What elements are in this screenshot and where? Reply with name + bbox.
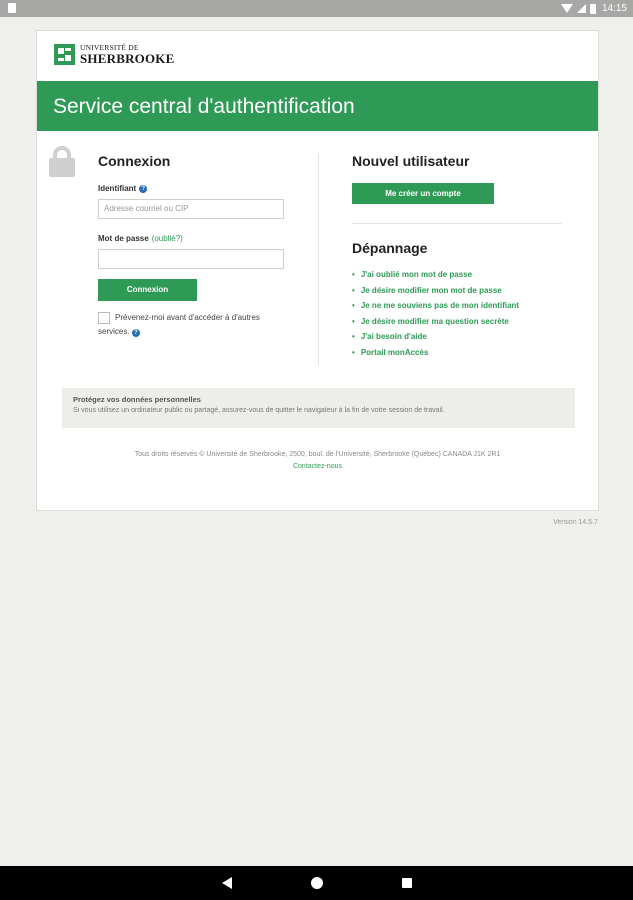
home-icon[interactable]	[311, 877, 323, 889]
lock-icon	[49, 146, 75, 176]
warn-checkbox[interactable]	[98, 312, 110, 324]
new-user-heading: Nouvel utilisateur	[352, 153, 470, 169]
back-icon[interactable]	[222, 877, 232, 889]
forgot-password-link[interactable]: (oublié?)	[151, 234, 183, 243]
privacy-text: Si vous utilisez un ordinateur public ou partagé, assurez-vous de quitter le navigateur à la fin de votre session de travail.	[73, 407, 445, 414]
university-logo[interactable]	[54, 44, 174, 65]
signal-icon	[577, 4, 586, 13]
sd-card-icon	[8, 3, 16, 13]
recent-apps-icon[interactable]	[402, 878, 412, 888]
identifier-label-row	[98, 184, 288, 193]
privacy-title: Protégez vos données personnelles	[73, 395, 201, 404]
trouble-links	[352, 267, 562, 361]
section-divider	[352, 223, 562, 224]
footer-copyright: Tous droits réservés © Université de Sherbrooke, 2500, boul. de l'Université, Sherbrooke (Québec) CANADA J1K 2R1	[134, 451, 501, 458]
page-title: Service central d'authentification	[53, 95, 355, 118]
footer	[37, 449, 598, 473]
logo-line1: UNIVERSITÉ DE	[80, 43, 139, 53]
identifier-input[interactable]: Adresse courriel ou CIP	[98, 199, 284, 219]
navigation-bar	[0, 866, 633, 900]
wifi-icon	[561, 4, 573, 13]
privacy-notice	[62, 388, 575, 428]
password-input[interactable]	[98, 249, 284, 269]
logo-line2: SHERBROOKE	[80, 50, 175, 66]
trouble-link-help[interactable]: • J'ai besoin d'aide	[352, 329, 562, 345]
status-icons	[561, 2, 627, 15]
trouble-link-portal[interactable]: • Portail monAccès	[352, 345, 562, 361]
version-label: Version 14.5.7	[553, 519, 598, 526]
column-divider	[318, 153, 319, 365]
trouble-link-secret-question[interactable]: • Je désire modifier ma question secrète	[352, 314, 562, 330]
contact-link[interactable]: Contactez-nous	[292, 463, 343, 470]
trouble-link-forgot-password[interactable]: • J'ai oublié mon mot de passe	[352, 267, 562, 283]
login-button[interactable]: Connexion	[98, 279, 197, 301]
battery-icon	[590, 4, 596, 14]
help-icon[interactable]: ?	[132, 329, 140, 337]
warn-checkbox-label[interactable]: Prévenez-moi avant d'accéder à d'autres services.	[98, 313, 260, 336]
password-label-row	[98, 234, 288, 243]
login-card	[36, 30, 599, 511]
status-bar	[0, 0, 633, 17]
login-form	[98, 153, 288, 339]
status-time: 14:15	[601, 3, 627, 14]
password-label: Mot de passe	[98, 234, 149, 243]
logo-text	[80, 44, 174, 65]
warn-checkbox-row	[98, 311, 288, 339]
login-heading: Connexion	[98, 153, 171, 169]
side-panel	[352, 153, 562, 361]
trouble-link-forgot-identifier[interactable]: • Je ne me souviens pas de mon identifiant	[352, 298, 562, 314]
help-icon[interactable]: ?	[139, 185, 147, 193]
logo-mark-icon	[54, 44, 75, 65]
trouble-link-change-password[interactable]: • Je désire modifier mon mot de passe	[352, 283, 562, 299]
identifier-label: Identifiant	[98, 184, 137, 193]
create-account-button[interactable]: Me créer un compte	[352, 183, 494, 204]
trouble-heading: Dépannage	[352, 240, 428, 256]
page-banner	[37, 81, 598, 131]
